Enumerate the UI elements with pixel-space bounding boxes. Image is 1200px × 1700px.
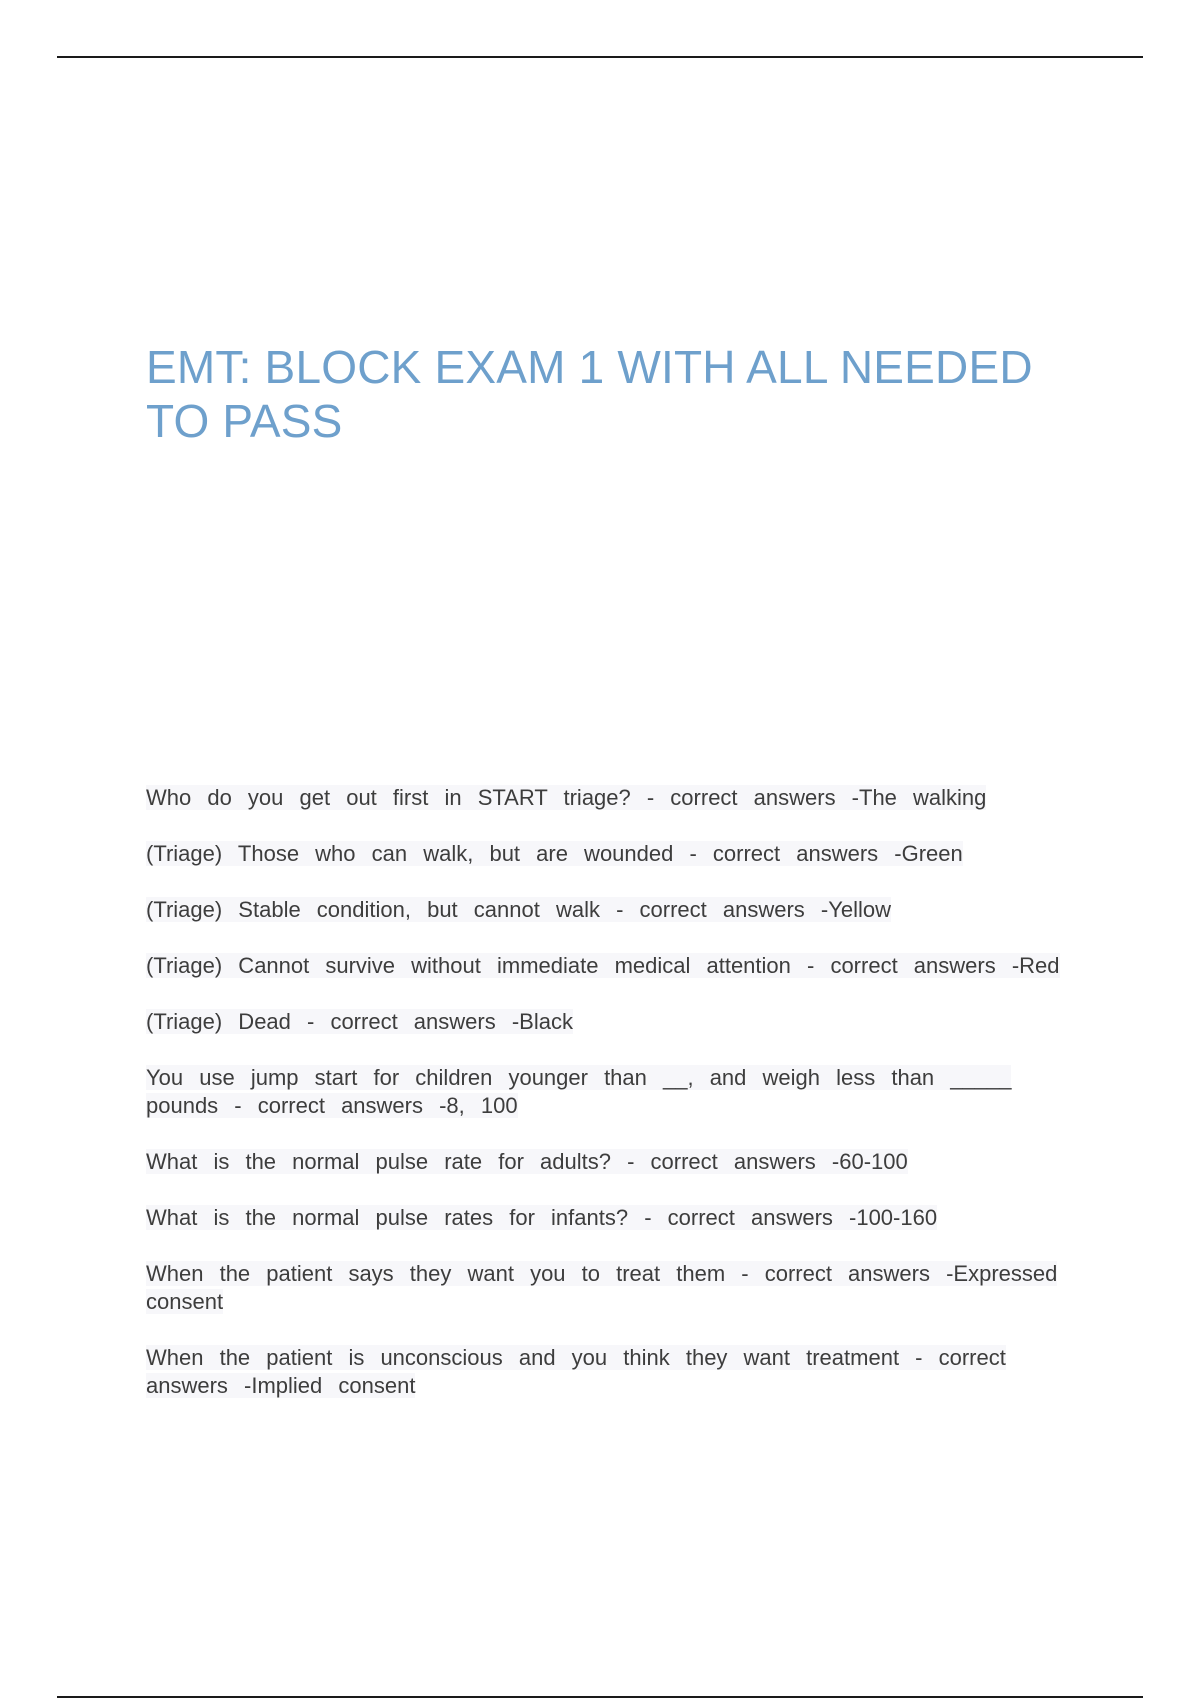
qa-text: What is the normal pulse rate for adults? - correct answers -60-100 bbox=[146, 1149, 908, 1174]
qa-text: When the patient says they want you to treat them - correct answers -Expressed consent bbox=[146, 1261, 1058, 1314]
bottom-rule bbox=[57, 1696, 1143, 1698]
qa-item bbox=[146, 1260, 1086, 1316]
qa-text: You use jump start for children younger than __, and weigh less than _____ pounds - correct answers -8, 100 bbox=[146, 1065, 1012, 1118]
qa-item bbox=[146, 1204, 1086, 1232]
qa-item bbox=[146, 1008, 1086, 1036]
qa-item bbox=[146, 1064, 1086, 1120]
qa-text: Who do you get out first in START triage? - correct answers -The walking bbox=[146, 785, 987, 810]
qa-item bbox=[146, 896, 1086, 924]
qa-text: When the patient is unconscious and you think they want treatment - correct answers -Implied consent bbox=[146, 1345, 1006, 1398]
qa-text: (Triage) Stable condition, but cannot walk - correct answers -Yellow bbox=[146, 897, 892, 922]
qa-item bbox=[146, 840, 1086, 868]
qa-text: (Triage) Dead - correct answers -Black bbox=[146, 1009, 573, 1034]
qa-item bbox=[146, 1148, 1086, 1176]
qa-text: (Triage) Those who can walk, but are wounded - correct answers -Green bbox=[146, 841, 963, 866]
qa-item bbox=[146, 1344, 1086, 1400]
qa-text: (Triage) Cannot survive without immediate medical attention - correct answers -Red bbox=[146, 953, 1060, 978]
qa-list bbox=[146, 784, 1086, 1428]
qa-item bbox=[146, 952, 1086, 980]
document-title: EMT: BLOCK EXAM 1 WITH ALL NEEDED TO PASS bbox=[146, 341, 1033, 447]
qa-text: What is the normal pulse rates for infants? - correct answers -100-160 bbox=[146, 1205, 938, 1230]
top-rule bbox=[57, 56, 1143, 58]
qa-item bbox=[146, 784, 1086, 812]
